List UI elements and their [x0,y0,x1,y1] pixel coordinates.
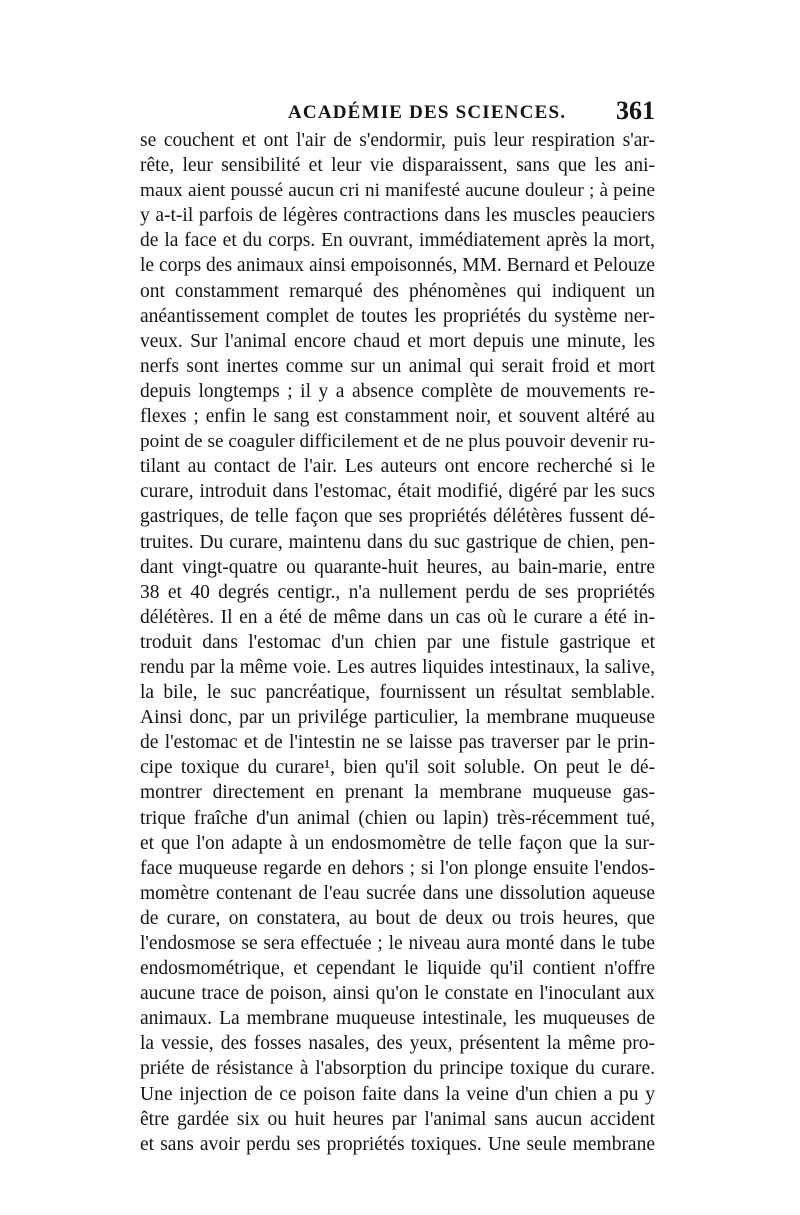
text-line: nerfs sont inertes comme sur un animal qui serait froid et mort [140,355,655,377]
text-line: de la face et du corps. En ouvrant, immédiatement après la mort, [140,230,655,252]
text-line: et que l'on adapte à un endosmomètre de telle façon que la sur- [140,832,655,854]
text-line: de l'estomac et de l'intestin ne se laisse pas traverser par le prin- [140,732,655,754]
text-line: et sans avoir perdu ses propriétés toxiques. Une seule membrane [140,1133,655,1155]
text-line: de curare, on constatera, au bout de deux ou trois heures, que [140,907,655,929]
text-line: animaux. La membrane muqueuse intestinale, les muqueuses de [140,1008,655,1030]
text-line: la vessie, des fosses nasales, des yeux, présentent la même pro- [140,1033,655,1055]
text-line: rête, leur sensibilité et leur vie disparaissent, sans que les ani- [140,155,655,177]
text-line: priéte de résistance à l'absorption du principe toxique du curare. [140,1058,655,1080]
text-line: curare, introduit dans l'estomac, était modifié, digéré par les sucs [140,481,655,503]
text-line: endosmométrique, et cependant le liquide qu'il contient n'offre [140,958,655,980]
text-line: momètre contenant de l'eau sucrée dans une dissolution aqueuse [140,882,655,904]
text-line: troduit dans l'estomac d'un chien par une fistule gastrique et [140,631,655,653]
text-line: rendu par la même voie. Les autres liquides intestinaux, la salive, [140,656,655,678]
page-number: 361 [616,96,655,125]
text-line: tilant au contact de l'air. Les auteurs ont encore recherché si le [140,456,655,478]
text-line: anéantissement complet de toutes les propriétés du système ner- [140,305,655,327]
text-line: délétères. Il en a été de même dans un cas où le curare a été in- [140,606,655,628]
text-line: flexes ; enfin le sang est constamment noir, et souvent altéré au [140,406,655,428]
page-header [140,96,655,126]
text-line: face muqueuse regarde en dehors ; si l'on plonge ensuite l'endos- [140,857,655,879]
text-line: cipe toxique du curare¹, bien qu'il soit soluble. On peut le dé- [140,757,655,779]
text-line: l'endosmose se sera effectuée ; le niveau aura monté dans le tube [140,933,655,954]
text-line: 38 et 40 degrés centigr., n'a nullement perdu de ses propriétés [140,581,655,603]
text-line: veux. Sur l'animal encore chaud et mort depuis une minute, les [140,330,655,352]
text-line: être gardée six ou huit heures par l'animal sans aucun accident [140,1108,655,1130]
text-line: depuis longtemps ; il y a absence complète de mouvements re- [140,380,655,402]
text-line: se couchent et ont l'air de s'endormir, puis leur respiration s'ar- [140,130,655,151]
text-line: truites. Du curare, maintenu dans du suc gastrique de chien, pen- [140,531,655,553]
text-line: la bile, le suc pancréatique, fournissent un résultat semblable. [140,682,655,704]
text-line: gastriques, de telle façon que ses propriétés délétères fussent dé- [140,506,655,528]
text-line: y a-t-il parfois de légères contractions dans les muscles peauciers [140,205,655,227]
text-line: ont constamment remarqué des phénomènes qui indiquent un [140,280,655,302]
text-line: aucune trace de poison, ainsi qu'on le constate en l'inoculant aux [140,983,655,1005]
text-line: maux aient poussé aucun cri ni manifesté aucune douleur ; à peine [140,180,655,202]
text-line: montrer directement en prenant la membrane muqueuse gas- [140,782,655,804]
body-text [140,128,655,1157]
text-line: Une injection de ce poison faite dans la veine d'un chien a pu y [140,1083,655,1105]
text-line: Ainsi donc, par un privilége particulier, la membrane muqueuse [140,707,655,729]
text-line: le corps des animaux ainsi empoisonnés, MM. Bernard et Pelouze [140,255,656,277]
text-line: trique fraîche d'un animal (chien ou lapin) très-récemment tué, [140,807,655,829]
text-line: dant vingt-quatre ou quarante-huit heures, au bain-marie, entre [140,556,655,578]
text-line: point de se coaguler difficilement et de ne plus pouvoir devenir ru- [140,431,655,453]
running-title: ACADÉMIE DES SCIENCES. [288,102,567,123]
